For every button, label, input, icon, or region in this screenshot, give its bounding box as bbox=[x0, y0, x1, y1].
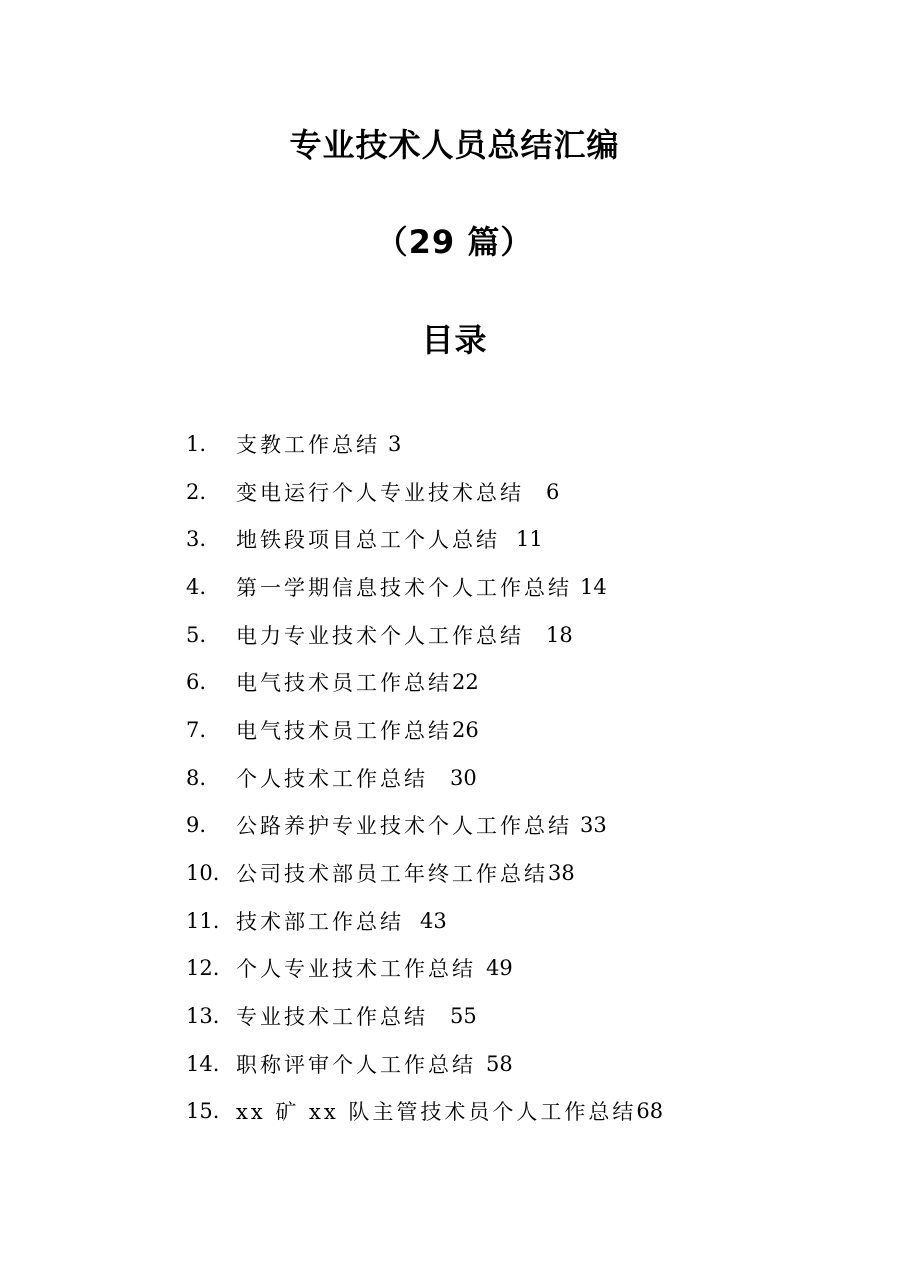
toc-entry-number: 8. bbox=[186, 765, 207, 790]
toc-entry[interactable] bbox=[186, 754, 806, 802]
toc-entry-number: 4. bbox=[186, 574, 207, 599]
toc-entry-title: 变电运行个人专业技术总结 bbox=[236, 480, 524, 505]
toc-entry-page-number: 22 bbox=[452, 670, 479, 695]
toc-entry-number: 13. bbox=[186, 1004, 220, 1029]
toc-entry[interactable] bbox=[186, 468, 806, 516]
toc-entry-title: 公路养护专业技术个人工作总结 bbox=[236, 814, 572, 839]
toc-entry-title: 电力专业技术个人工作总结 bbox=[236, 623, 524, 648]
toc-entry[interactable] bbox=[186, 515, 806, 563]
document-title: 专业技术人员总结汇编 bbox=[289, 126, 620, 164]
toc-entry-page-number: 14 bbox=[580, 574, 607, 599]
toc-entry[interactable] bbox=[186, 658, 806, 706]
toc-entry-page-number: 49 bbox=[486, 956, 513, 981]
toc-entry-page-number: 6 bbox=[546, 479, 560, 504]
toc-entry[interactable] bbox=[186, 992, 806, 1040]
toc-entry-page-number: 26 bbox=[452, 717, 479, 742]
toc-entry-page-number: 11 bbox=[516, 527, 543, 552]
toc-entry[interactable] bbox=[186, 802, 806, 850]
toc-entry-page-number: 30 bbox=[450, 765, 477, 790]
article-count: （29 篇） bbox=[375, 223, 534, 261]
toc-entry[interactable] bbox=[186, 420, 806, 468]
toc-entry-number: 10. bbox=[186, 861, 220, 886]
toc-entry-page-number: 43 bbox=[420, 908, 447, 933]
toc-entry-page-number: 18 bbox=[546, 622, 573, 647]
toc-entry-number: 6. bbox=[186, 670, 207, 695]
toc-entry[interactable] bbox=[186, 611, 806, 659]
toc-entry-number: 3. bbox=[186, 527, 207, 552]
toc-entry[interactable] bbox=[186, 563, 806, 611]
toc-entry[interactable] bbox=[186, 897, 806, 945]
toc-entry-number: 15. bbox=[186, 1099, 220, 1124]
toc-entry-page-number: 68 bbox=[636, 1099, 664, 1124]
toc-entry-number: 14. bbox=[186, 1051, 220, 1076]
toc-entry[interactable] bbox=[186, 1040, 806, 1088]
toc-entry-title: 支教工作总结 bbox=[236, 432, 380, 457]
table-of-contents bbox=[186, 420, 806, 1135]
toc-entry[interactable] bbox=[186, 1088, 806, 1136]
toc-entry-title: 电气技术员工作总结 bbox=[236, 671, 452, 696]
toc-entry-title: 电气技术员工作总结 bbox=[236, 718, 452, 743]
toc-entry-page-number: 3 bbox=[388, 431, 402, 456]
toc-entry-page-number: 38 bbox=[548, 861, 575, 886]
toc-entry-number: 7. bbox=[186, 717, 207, 742]
toc-entry-number: 11. bbox=[186, 908, 220, 933]
toc-entry[interactable] bbox=[186, 849, 806, 897]
toc-entry-number: 1. bbox=[186, 431, 207, 456]
toc-entry-title: 地铁段项目总工个人总结 bbox=[236, 528, 500, 553]
toc-entry-title: 技术部工作总结 bbox=[236, 909, 404, 934]
toc-entry-number: 5. bbox=[186, 622, 207, 647]
toc-entry[interactable] bbox=[186, 706, 806, 754]
toc-entry[interactable] bbox=[186, 945, 806, 993]
toc-entry-number: 2. bbox=[186, 479, 207, 504]
toc-entry-page-number: 33 bbox=[580, 813, 607, 838]
toc-entry-title: 第一学期信息技术个人工作总结 bbox=[236, 575, 572, 600]
toc-entry-title: 专业技术工作总结 bbox=[236, 1005, 428, 1030]
toc-entry-title: 个人专业技术工作总结 bbox=[236, 957, 476, 982]
toc-entry-title: 职称评审个人工作总结 bbox=[236, 1052, 476, 1077]
toc-entry-page-number: 58 bbox=[486, 1051, 513, 1076]
toc-heading: 目录 bbox=[421, 321, 488, 359]
toc-entry-title: 个人技术工作总结 bbox=[236, 766, 428, 791]
toc-entry-number: 12. bbox=[186, 956, 220, 981]
toc-entry-title: 公司技术部员工年终工作总结 bbox=[236, 862, 548, 887]
toc-entry-title: xx 矿 xx 队主管技术员个人工作总结 bbox=[236, 1100, 637, 1125]
toc-entry-page-number: 55 bbox=[450, 1004, 477, 1029]
toc-entry-number: 9. bbox=[186, 813, 207, 838]
